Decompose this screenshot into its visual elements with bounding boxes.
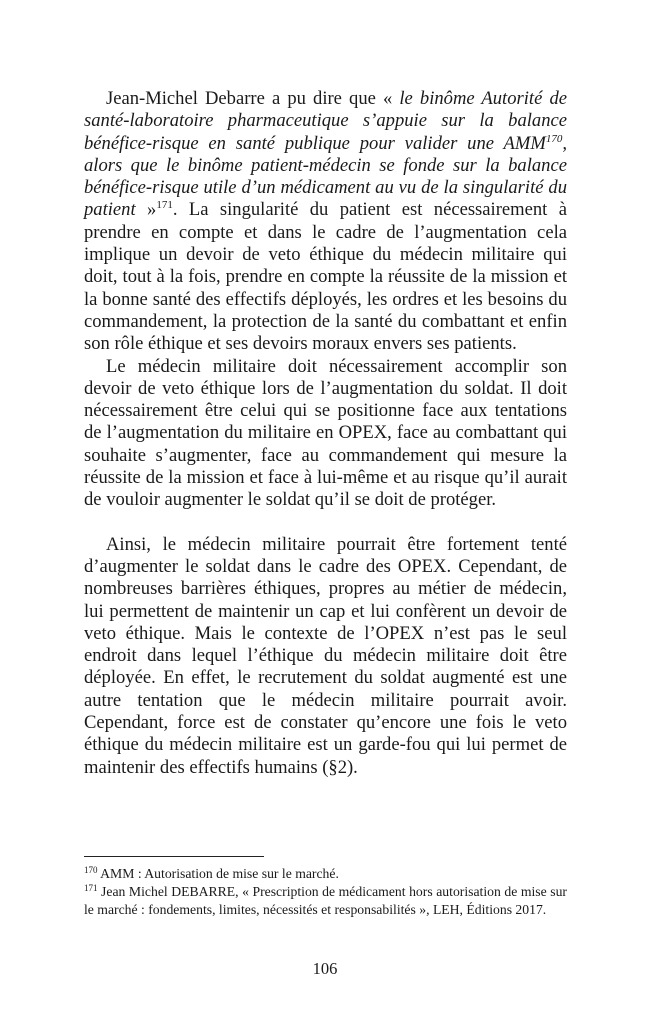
quotation-part-2: , alors que le binôme patient-médecin se fonde sur la balance bénéfice-risque utile d’un médicament au vu de la singularité du patient [84, 132, 567, 221]
footnote-text: Jean Michel DEBARRE, « Prescription de médicament hors autorisation de mise sur le marché : fondements, limites, nécessités et responsabilités », LEH, Éditions 2017. [84, 884, 567, 917]
footnote-divider [84, 856, 264, 857]
footnote-170 [84, 865, 567, 883]
footnote-number: 170 [84, 865, 98, 875]
paragraph-2: Le médecin militaire doit nécessairement accomplir son devoir de veto éthique lors de l’augmentation du soldat. Il doit nécessairement être celui qui se positionne face aux tentations de l’augmentation du militaire en OPEX, face au combattant qui souhaite s’augmenter, face au commandement qui mesure la réussite de la mission et face à lui-même et au risque qu’il aurait de vouloir augmenter le soldat qu’il se doit de protéger. [84, 355, 567, 511]
paragraph-3: Ainsi, le médecin militaire pourrait être fortement tenté d’augmenter le soldat dans le cadre des OPEX. Cependant, de nombreuses barrières éthiques, propres au métier de médecin, lui permettent de maintenir un cap et lui confèrent un devoir de veto éthique. Mais le contexte de l’OPEX n’est pas le seul endroit dans lequel l’éthique du médecin militaire doit être déployée. En effet, le recrutement du soldat augmenté est une autre tentation que le médecin militaire pourrait avoir. Cependant, force est de constater qu’encore une fois le veto éthique du médecin militaire est un garde-fou qui lui permet de maintenir des effectifs humains (§2). [84, 533, 567, 778]
footnote-ref-170[interactable]: 170 [545, 132, 563, 145]
footnotes [84, 865, 567, 919]
quotation-close: » [135, 199, 157, 221]
quotation-part-1: le binôme Autorité de santé-laboratoire pharmaceutique s’appuie sur la balance bénéfice-risque en santé publique pour valider une AMM [84, 88, 567, 154]
paragraph-1 [84, 88, 567, 356]
page-body [84, 88, 567, 779]
footnote-171 [84, 883, 567, 919]
page-number: 106 [312, 959, 338, 978]
footnote-text: AMM : Autorisation de mise sur le marché. [97, 866, 339, 881]
paragraph-1-rest: . La singularité du patient est nécessairement à prendre en compte et dans le cadre de l’augmentation cela implique un devoir de veto éthique du médecin militaire qui doit, tout à la fois, prendre en compte la réussite de la mission et la bonne santé des effectifs déployés, les ordres et les besoins du commandement, la protection de la santé du combattant et enfin son rôle éthique et ses devoirs moraux envers ses patients. [84, 199, 567, 355]
paragraph-1-intro: Jean-Michel Debarre a pu dire que « [106, 88, 400, 109]
footnote-number: 171 [84, 883, 98, 893]
footnote-ref-171[interactable]: 171 [156, 199, 173, 212]
